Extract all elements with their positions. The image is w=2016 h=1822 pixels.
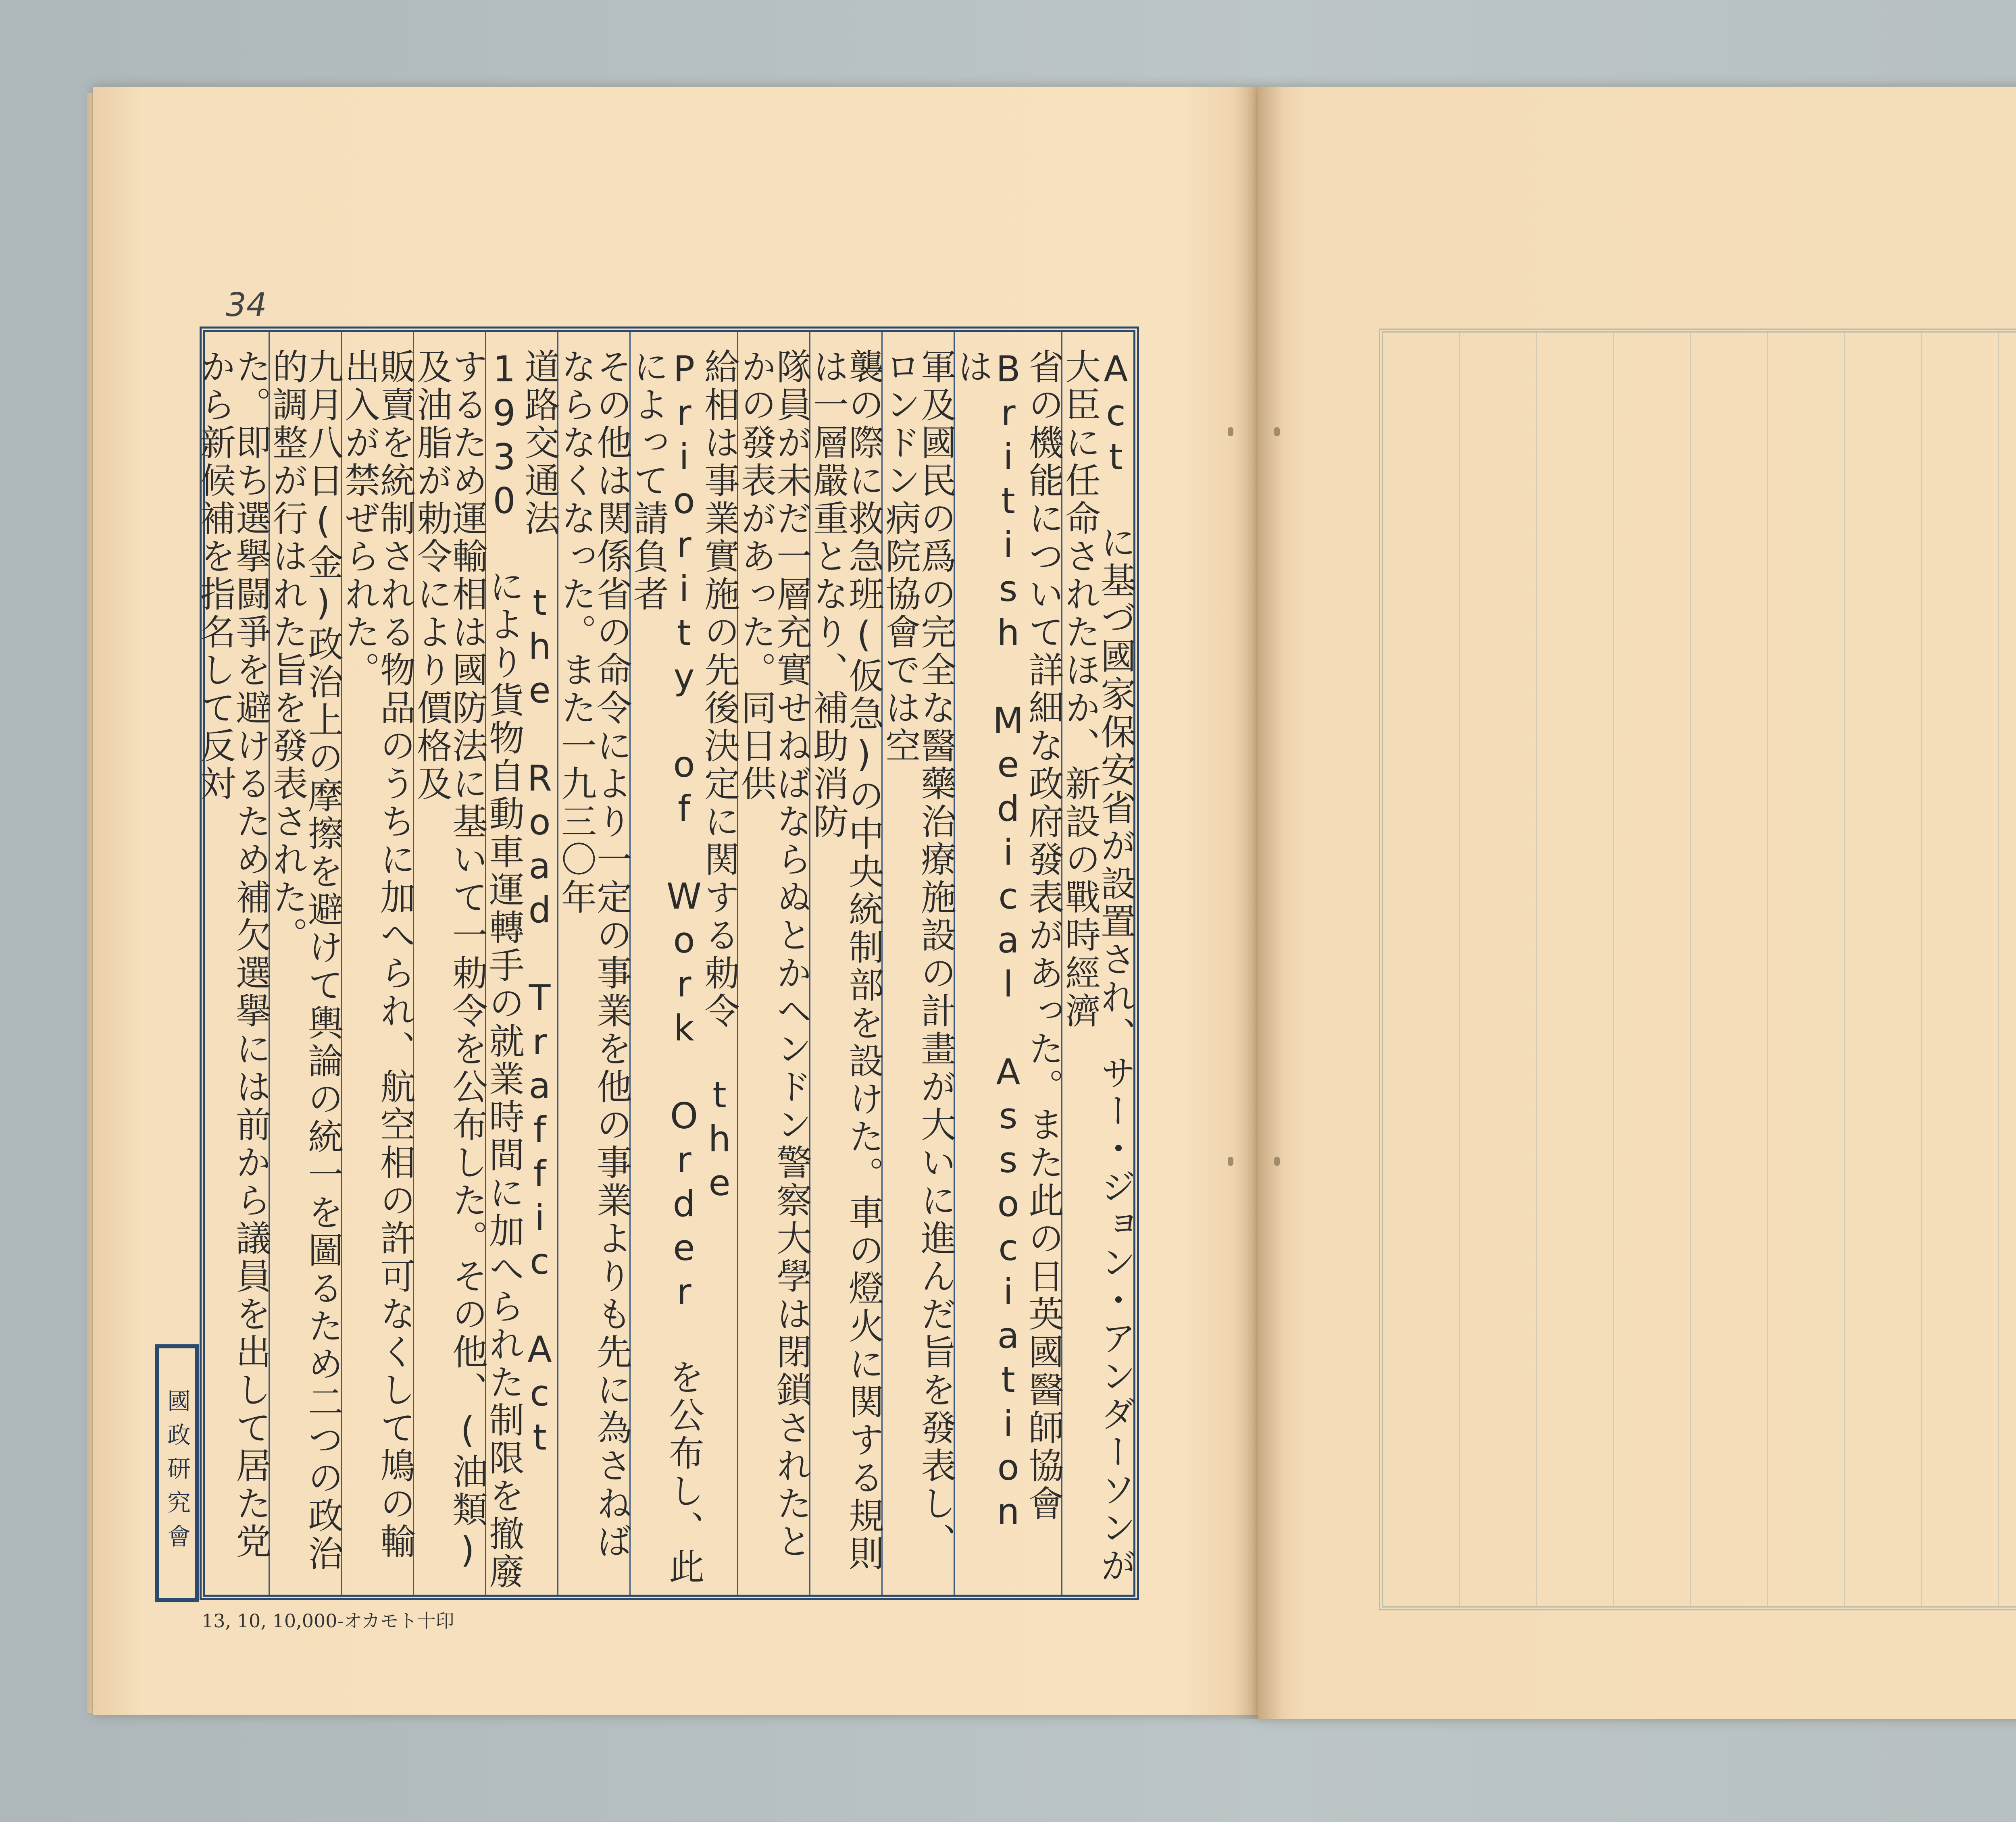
binding-hole xyxy=(1274,427,1280,436)
print-imprint: 13, 10, 10,000-オカモト十印 xyxy=(202,1610,454,1632)
bleed-through-columns xyxy=(1383,333,2016,1606)
publisher-label-text: 國政研究會 xyxy=(163,1389,191,1558)
binding-hole xyxy=(1228,1157,1233,1166)
text-column: 襲の際に救急班(仮急)の中央統制部を設けた。車の燈火に関する規則は一層嚴重となり、補助消防 xyxy=(809,332,881,1595)
page-number: 34 xyxy=(226,286,267,324)
text-column: 省の機能について詳細な政府發表があった。また此の日英國醫師協會 British Medical Association は xyxy=(954,332,1061,1595)
text-column: 道路交通法 the Road Traffic Act 1930 により貨物自動車運轉手の就業時間に加へられた制限を撤廢 xyxy=(485,332,557,1595)
bleed-through-column xyxy=(1999,333,2016,1606)
manuscript-frame xyxy=(195,327,1139,1600)
publisher-label xyxy=(155,1344,199,1602)
bleed-through-column xyxy=(1383,333,1460,1606)
text-column: 給相は事業實施の先後決定に関する勅令 the Priority of Work Order を公布し、此によって請負者 xyxy=(629,332,737,1595)
book-gutter xyxy=(1234,87,1282,1719)
text-column: 販賣を統制される物品のうちに加へられ、航空相の許可なくして鳩の輸出入が禁ぜられた。 xyxy=(341,332,413,1595)
bleed-through-column xyxy=(1460,333,1537,1606)
binding-hole xyxy=(1228,427,1233,436)
bleed-through-column xyxy=(1922,333,1999,1606)
text-column: Act に基づ國家保安省が設置され、サー・ジョン・アンダーソンが大臣に任命されたほか、新設の戰時經濟 xyxy=(1061,332,1133,1595)
text-column: 軍及國民の爲の完全な醫藥治療施設の計畫が大いに進んだ旨を發表し、ロンドン病院協會では空 xyxy=(881,332,954,1595)
bleed-through-column xyxy=(1691,333,1768,1606)
binding-hole xyxy=(1274,1157,1280,1166)
text-column: 九月八日(金)政治上の摩擦を避けて輿論の統一を圖るため二つの政治的調整が行はれた旨を發表された。 xyxy=(269,332,341,1595)
bleed-through-column xyxy=(1614,333,1691,1606)
bleed-through-column xyxy=(1537,333,1614,1606)
text-column: その他は関係省の命令により一定の事業を他の事業よりも先に為さねばならなくなった。また一九三〇年 xyxy=(557,332,629,1595)
bleed-through-frame xyxy=(1379,329,2016,1610)
text-column: するため運輸相は國防法に基いて一勅令を公布した。その他、(油類) 及油脂が勅令により價格及 xyxy=(413,332,485,1595)
bleed-through-column xyxy=(1845,333,1922,1606)
bleed-through-column xyxy=(1768,333,1845,1606)
text-column: 隊員が未だ一層充實せねばならぬとかヘンドン警察大學は閉鎖されたとかの發表があった。同日供 xyxy=(737,332,809,1595)
text-column: た。即ち選擧闘爭を避けるため補欠選擧には前から議員を出して居た党から新候補を指名して反対 xyxy=(195,348,272,1561)
text-columns xyxy=(195,332,1137,1595)
